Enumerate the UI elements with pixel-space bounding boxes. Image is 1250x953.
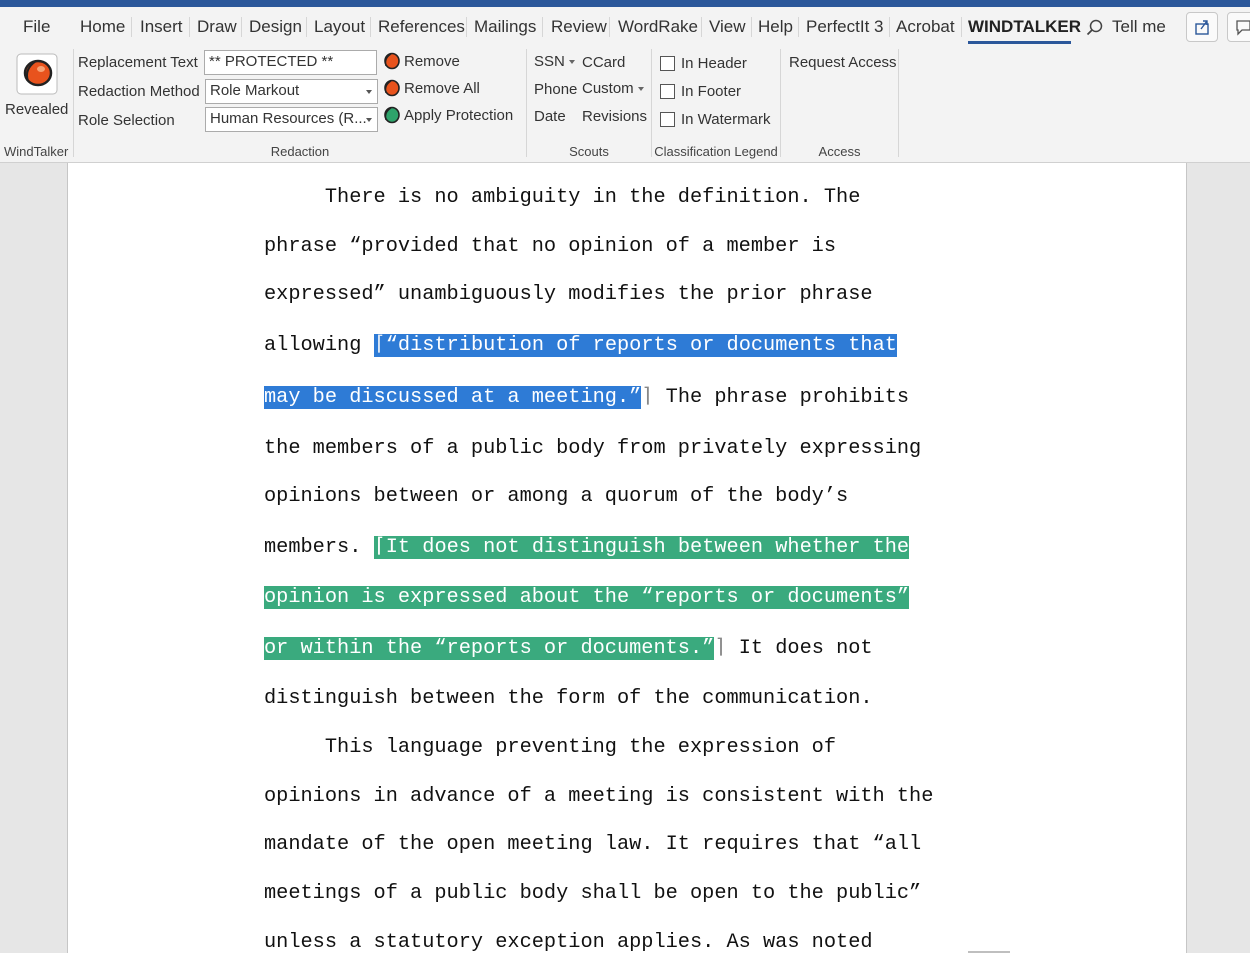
tell-me-search[interactable]: Tell me <box>1112 17 1166 36</box>
role-selection-select[interactable] <box>205 107 378 132</box>
comment-icon <box>1228 13 1250 41</box>
remove-button[interactable] <box>381 51 521 73</box>
remove-all-button[interactable] <box>381 78 521 100</box>
tab-divider <box>306 17 307 37</box>
role-selection-label: Role Selection <box>78 112 175 129</box>
document-line: opinions in advance of a meeting is consistent with the <box>264 785 934 808</box>
windtalker-logo-icon <box>14 51 60 97</box>
document-line: This language preventing the expression of <box>264 736 837 759</box>
tab-divider <box>241 17 242 37</box>
tab-acrobat[interactable]: Acrobat <box>896 17 955 36</box>
document-line: mandate of the open meeting law. It requires that “all <box>264 833 922 856</box>
tab-windtalker[interactable]: WINDTALKER <box>968 17 1081 36</box>
redacted-text: may be discussed at a meeting.” <box>264 386 642 409</box>
revealed-button[interactable] <box>4 51 68 119</box>
tab-insert[interactable]: Insert <box>140 17 183 36</box>
tab-divider <box>466 17 467 37</box>
tab-design[interactable]: Design <box>249 17 302 36</box>
tab-divider <box>370 17 371 37</box>
group-divider <box>780 49 781 157</box>
share-icon <box>1187 13 1217 41</box>
replacement-text-label: Replacement Text <box>78 54 198 71</box>
chevron-down-icon <box>569 60 575 64</box>
tab-home[interactable]: Home <box>80 17 126 36</box>
tab-divider <box>131 17 132 37</box>
green-redaction-highlight[interactable] <box>264 586 909 609</box>
role-selection-value: Human Resources (R... <box>210 110 367 127</box>
document-area[interactable] <box>0 163 1250 953</box>
document-line <box>264 535 909 561</box>
redacted-text: “distribution of reports or documents that <box>385 334 897 357</box>
document-text: allowing <box>264 334 374 357</box>
date-scout-button[interactable]: Date <box>534 108 566 125</box>
group-divider <box>73 49 74 157</box>
document-line: distinguish between the form of the communication. <box>264 687 873 710</box>
comments-button[interactable] <box>1227 12 1250 42</box>
apply-protection-icon <box>381 105 401 125</box>
document-line: expressed” unambiguously modifies the prior phrase <box>264 283 873 306</box>
custom-label: Custom <box>582 80 634 97</box>
tab-mailings[interactable]: Mailings <box>474 17 537 36</box>
tab-draw[interactable]: Draw <box>197 17 237 36</box>
blue-redaction-highlight[interactable] <box>374 334 897 357</box>
green-redaction-highlight[interactable] <box>264 637 714 660</box>
active-tab-underline <box>968 41 1071 44</box>
tab-divider <box>889 17 890 37</box>
green-redaction-highlight[interactable] <box>374 536 910 559</box>
chevron-down-icon <box>638 87 644 91</box>
document-line: the members of a public body from privately expressing <box>264 437 922 460</box>
remove-icon <box>381 51 401 71</box>
document-line: opinions between or among a quorum of the body’s <box>264 485 849 508</box>
group-divider <box>898 49 899 157</box>
tab-divider <box>542 17 543 37</box>
document-line <box>264 585 909 611</box>
document-text: It does not <box>726 637 873 660</box>
redaction-method-select[interactable] <box>205 79 378 104</box>
tab-review[interactable]: Review <box>551 17 607 36</box>
share-button[interactable] <box>1186 12 1218 42</box>
replacement-text-input[interactable]: ** PROTECTED ** <box>204 50 377 75</box>
tab-divider <box>609 17 610 37</box>
phone-scout-button[interactable]: Phone <box>534 81 578 98</box>
tab-divider <box>189 17 190 37</box>
redacted-text: It does not distinguish between whether the <box>385 536 910 559</box>
ccard-scout-button[interactable]: CCard <box>582 54 626 71</box>
tab-divider <box>751 17 752 37</box>
revealed-label: Revealed <box>5 101 69 118</box>
redaction-bracket-close: ⌉ <box>641 386 654 409</box>
apply-protection-button[interactable] <box>381 105 521 127</box>
document-line: meetings of a public body shall be open to the public” <box>264 882 922 905</box>
request-access-button[interactable]: Request Access <box>789 54 897 71</box>
windtalker-ribbon <box>0 45 1250 163</box>
group-divider <box>651 49 652 157</box>
group-label-scouts: Scouts <box>569 144 609 159</box>
redaction-method-value: Role Markout <box>210 82 300 99</box>
document-line: unless a statutory exception applies. As was noted <box>264 931 873 953</box>
redaction-bracket-open: ⌈ <box>373 536 386 559</box>
chevron-down-icon <box>366 90 372 94</box>
group-label-access: Access <box>818 144 861 159</box>
document-text: The phrase prohibits <box>653 386 910 409</box>
tab-layout[interactable]: Layout <box>314 17 366 36</box>
in-watermark-checkbox[interactable] <box>660 112 675 127</box>
ssn-label: SSN <box>534 53 565 70</box>
in-header-label: In Header <box>681 55 747 72</box>
tab-references[interactable]: References <box>378 17 465 36</box>
tab-perfectit[interactable]: PerfectIt 3 <box>806 17 884 36</box>
remove-all-label: Remove All <box>404 80 480 97</box>
remove-all-icon <box>381 78 401 98</box>
redacted-text: or within the “reports or documents.” <box>264 637 715 660</box>
ssn-scout-button[interactable] <box>534 53 575 71</box>
custom-scout-button[interactable] <box>582 80 644 98</box>
redaction-bracket-open: ⌈ <box>373 334 386 357</box>
group-label-classification-legend: Classification Legend <box>654 144 778 159</box>
title-accent-strip <box>0 0 1250 7</box>
document-line: There is no ambiguity in the definition. The <box>264 186 861 209</box>
document-text: members. <box>264 536 374 559</box>
document-line <box>264 333 897 359</box>
in-header-checkbox[interactable] <box>660 56 675 71</box>
redaction-method-label: Redaction Method <box>78 83 200 100</box>
in-footer-checkbox[interactable] <box>660 84 675 99</box>
document-line <box>264 385 909 411</box>
apply-protection-label: Apply Protection <box>404 107 514 124</box>
tab-wordrake[interactable]: WordRake <box>618 17 698 36</box>
chevron-down-icon <box>366 118 372 122</box>
redaction-bracket-close: ⌉ <box>714 637 727 660</box>
tab-file[interactable]: File <box>23 17 51 36</box>
tab-view[interactable]: View <box>709 17 746 36</box>
search-icon[interactable] <box>1086 19 1104 37</box>
tab-divider <box>701 17 702 37</box>
group-label-redaction: Redaction <box>270 144 330 159</box>
in-footer-label: In Footer <box>681 83 742 100</box>
document-line: phrase “provided that no opinion of a member is <box>264 235 837 258</box>
in-watermark-label: In Watermark <box>681 111 771 128</box>
group-label-windtalker: WindTalker <box>4 144 69 159</box>
tab-divider <box>798 17 799 37</box>
group-divider <box>526 49 527 157</box>
redacted-text: opinion is expressed about the “reports or documents” <box>264 586 910 609</box>
revisions-scout-button[interactable]: Revisions <box>582 108 648 125</box>
remove-label: Remove <box>404 53 460 70</box>
blue-redaction-highlight[interactable] <box>264 386 641 409</box>
document-line <box>264 636 873 662</box>
tab-help[interactable]: Help <box>758 17 793 36</box>
tab-divider <box>961 17 962 37</box>
ribbon-tab-bar <box>0 7 1250 45</box>
